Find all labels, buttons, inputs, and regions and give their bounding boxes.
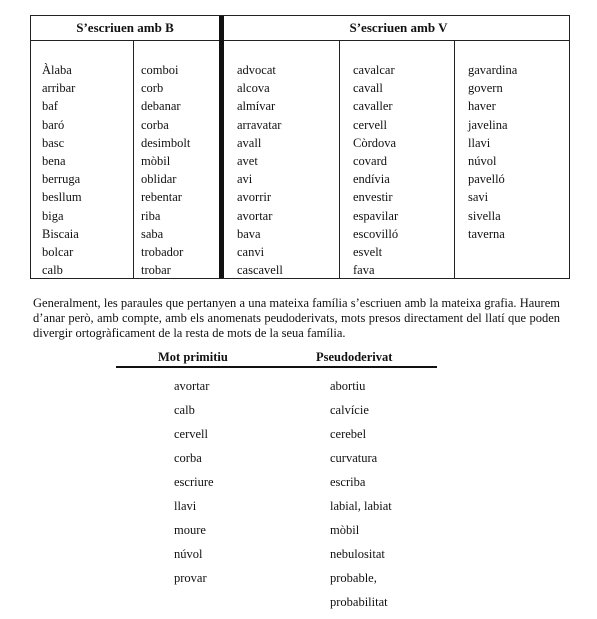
word-cell: llavi [174,499,197,513]
word-cell: moure [174,523,206,537]
word-cell: saba [141,226,164,241]
word-cell: cavall [353,81,383,96]
word-cell: pavelló [468,172,505,187]
word-cell: cavaller [353,99,393,114]
word-cell: Àlaba [42,63,72,77]
word-cell: arribar [42,81,76,96]
word-cell: escriba [330,475,366,489]
word-cell: curvatura [330,451,378,465]
primitive-words-column [174,374,214,614]
word-cell: Biscaia [42,226,79,241]
header-underline [116,366,437,368]
word-cell: espavilar [353,208,399,223]
word-cell: escriure [174,475,214,489]
word-cell: avorrir [237,190,272,205]
word-cell: envestir [353,190,393,205]
word-cell: llavi [468,135,491,150]
word-cell: bena [42,153,66,168]
word-cell: taverna [468,226,505,241]
word-cell: comboi [141,63,179,77]
word-cell: alcova [237,81,270,96]
b-v-spelling-table [30,15,570,279]
word-cell: gavardina [468,63,518,77]
v-words-column-3 [468,61,517,243]
word-cell: núvol [174,547,203,561]
word-cell: berruga [42,172,81,187]
word-cell: savi [468,190,489,205]
word-cell: calb [42,263,63,278]
word-cell: cervell [353,117,388,132]
word-cell [174,590,214,614]
explanation-paragraph: Generalment, les paraules que pertanyen a una mateixa família s’escriuen amb la mateixa grafia. Haurem d’anar però, amb compte, amb els anomenats peudoderivats, mots presos directament del llatí que poden divergir ortogràficament de la resta de mots de la seua família. [33,296,560,340]
word-cell: endívia [353,172,390,187]
word-cell: Còrdova [353,135,397,150]
word-cell: calb [174,403,195,417]
word-cell: abortiu [330,379,366,393]
word-cell: trobar [141,263,171,278]
word-cell: advocat [237,63,276,77]
word-cell: labial, labiat [330,499,392,513]
word-cell: mòbil [141,153,171,168]
word-cell: mòbil [330,523,360,537]
word-cell: avall [237,135,262,150]
column-divider [339,41,340,279]
word-cell: bolcar [42,244,74,259]
word-cell: cascavell [237,263,283,278]
word-cell: javelina [468,117,508,132]
word-cell: avortar [174,379,210,393]
word-cell: rebentar [141,190,182,205]
word-cell: canvi [237,244,265,259]
word-cell: avortar [237,208,273,223]
word-cell: cerebel [330,427,367,441]
table-header-row [31,16,569,41]
word-cell: corba [141,117,169,132]
word-cell: haver [468,99,496,114]
word-cell: probabilitat [330,595,388,609]
word-cell: nebulositat [330,547,385,561]
word-cell: núvol [468,153,497,168]
v-words-column-2 [353,61,398,279]
word-cell: debanar [141,99,181,114]
pseudoderivative-words-column [330,374,392,614]
word-cell: baf [42,99,58,114]
word-cell: trobador [141,244,184,259]
word-cell: calvície [330,403,369,417]
header-written-with-b: S’escriuen amb B [76,20,174,35]
b-words-column-2 [141,61,190,279]
thick-column-divider [219,16,224,278]
word-cell: esvelt [353,244,383,259]
word-cell: basc [42,135,65,150]
word-cell: cavalcar [353,63,395,77]
word-cell: almívar [237,99,276,114]
word-cell: desimbolt [141,135,191,150]
column-divider [454,41,455,279]
word-cell: arravatar [237,117,282,132]
word-cell: oblidar [141,172,177,187]
column-divider [133,41,134,279]
word-cell: bava [237,226,261,241]
b-words-column-1 [42,61,82,279]
word-cell: cervell [174,427,209,441]
word-cell: covard [353,153,388,168]
word-cell: sivella [468,208,501,223]
v-words-column-1 [237,61,283,279]
header-primitive-word: Mot primitiu [158,350,228,364]
word-cell: probable, [330,571,377,585]
word-cell: avi [237,172,253,187]
header-pseudoderivative: Pseudoderivat [316,350,393,364]
word-cell: avet [237,153,258,168]
word-cell: corba [174,451,202,465]
word-cell: escovilló [353,226,399,241]
word-cell: besllum [42,190,82,205]
word-cell: corb [141,81,164,96]
word-cell: provar [174,571,207,585]
header-written-with-v: S’escriuen amb V [349,20,448,35]
word-cell: riba [141,208,161,223]
word-cell: baró [42,117,65,132]
word-cell: govern [468,81,503,96]
word-cell: biga [42,208,64,223]
word-cell: fava [353,263,375,278]
